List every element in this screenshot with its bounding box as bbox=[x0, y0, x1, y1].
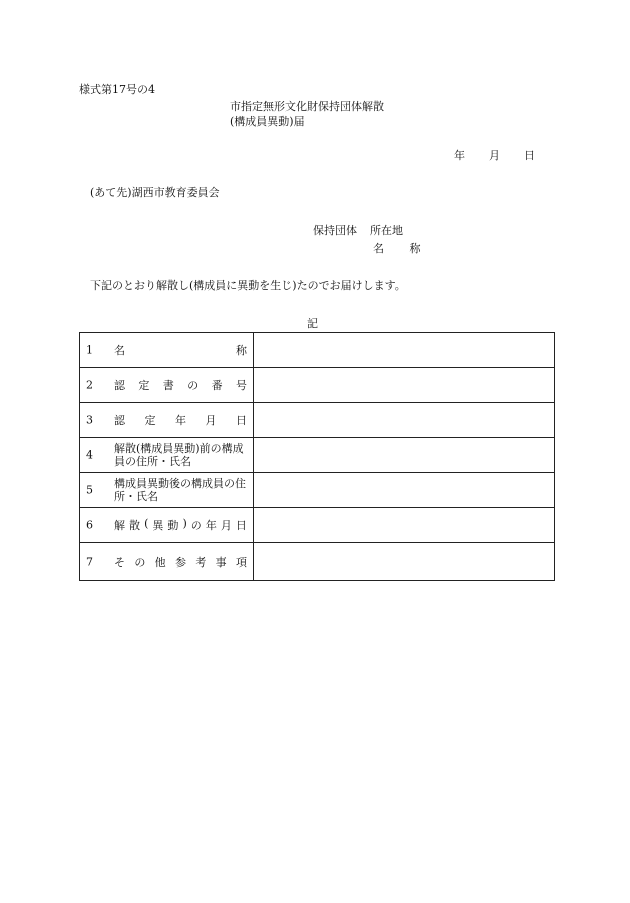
row-value-cell[interactable] bbox=[254, 473, 555, 508]
document-title-line2: (構成員異動)届 bbox=[230, 115, 305, 128]
row-label-char: ) bbox=[182, 517, 187, 530]
row-label bbox=[114, 554, 247, 570]
intro-text: 下記のとおり解散し(構成員に異動を生じ)たのでお届けします。 bbox=[90, 279, 406, 292]
row-label-char: 定 bbox=[144, 414, 156, 427]
row-label-char: 散 bbox=[129, 519, 141, 532]
table-row bbox=[80, 508, 555, 543]
table-row bbox=[80, 473, 555, 508]
row-value-cell[interactable] bbox=[254, 403, 555, 438]
row-label-char: 日 bbox=[235, 519, 247, 532]
row-label-char: ( bbox=[144, 517, 149, 530]
row-label-char: 認 bbox=[114, 379, 125, 392]
row-label-char: 番 bbox=[211, 379, 223, 392]
row-label-char: の bbox=[187, 379, 199, 392]
location-label: 所在地 bbox=[370, 224, 403, 237]
row-value-cell[interactable] bbox=[254, 368, 555, 403]
row-label: 解散(構成員異動)前の構成員の住所・氏名 bbox=[114, 442, 244, 468]
row-label-char: 号 bbox=[235, 379, 247, 392]
items-table bbox=[79, 332, 555, 581]
table-row bbox=[80, 403, 555, 438]
row-label-cell bbox=[80, 333, 254, 368]
row-label-char: 称 bbox=[236, 344, 247, 357]
form-number: 様式第17号の4 bbox=[79, 83, 155, 96]
row-label-char: 参 bbox=[174, 555, 186, 569]
row-value-cell[interactable] bbox=[254, 333, 555, 368]
row-number: 4 bbox=[86, 448, 93, 462]
row-value-cell[interactable] bbox=[254, 543, 555, 581]
row-label-char: 日 bbox=[236, 414, 247, 427]
row-label bbox=[114, 412, 247, 428]
row-label-cell bbox=[80, 403, 254, 438]
row-label-char: 名 bbox=[114, 344, 125, 357]
row-label-cell bbox=[80, 508, 254, 543]
row-label-cell bbox=[80, 368, 254, 403]
addressee: (あて先)湖西市教育委員会 bbox=[90, 186, 220, 199]
row-label-char: の bbox=[190, 519, 202, 532]
row-number: 5 bbox=[86, 483, 93, 497]
row-number: 1 bbox=[86, 343, 93, 357]
row-label-char: の bbox=[134, 555, 146, 569]
row-label-char: 他 bbox=[154, 555, 166, 569]
row-label-char: 異 bbox=[152, 519, 164, 532]
row-label-char: 年 bbox=[175, 414, 186, 427]
name-label: 名 称 bbox=[373, 242, 432, 255]
row-label-char: 考 bbox=[195, 555, 207, 569]
document-title-line1: 市指定無形文化財保持団体解散 bbox=[230, 100, 384, 113]
table-row bbox=[80, 368, 555, 403]
row-label bbox=[114, 517, 247, 533]
row-value-cell[interactable] bbox=[254, 438, 555, 473]
row-label bbox=[114, 377, 247, 393]
row-label-char: 書 bbox=[162, 379, 174, 392]
row-number: 3 bbox=[86, 413, 93, 427]
date-year-label: 年 bbox=[454, 149, 465, 162]
table-row bbox=[80, 333, 555, 368]
row-label-char: 認 bbox=[114, 414, 125, 427]
row-number: 7 bbox=[86, 555, 93, 568]
row-label-char: 月 bbox=[220, 519, 232, 532]
row-label-char: そ bbox=[114, 555, 125, 569]
row-number: 6 bbox=[86, 518, 93, 532]
row-number: 2 bbox=[86, 378, 93, 392]
row-label-cell bbox=[80, 438, 254, 473]
row-label-char: 項 bbox=[235, 555, 247, 569]
row-label-char: 年 bbox=[205, 519, 217, 532]
date-day-label: 日 bbox=[524, 149, 535, 162]
row-label-char: 事 bbox=[215, 555, 227, 569]
group-label: 保持団体 bbox=[313, 224, 357, 237]
date-month-label: 月 bbox=[489, 149, 500, 162]
row-label bbox=[114, 342, 247, 358]
row-label: 構成員異動後の構成員の住所・氏名 bbox=[114, 477, 246, 503]
row-label-cell bbox=[80, 543, 254, 581]
table-row bbox=[80, 543, 555, 581]
row-label-char: 月 bbox=[205, 414, 217, 427]
ki-heading: 記 bbox=[307, 317, 318, 330]
row-value-cell[interactable] bbox=[254, 508, 555, 543]
row-label-cell bbox=[80, 473, 254, 508]
table-row bbox=[80, 438, 555, 473]
row-label-char: 定 bbox=[138, 379, 150, 392]
row-label-char: 解 bbox=[114, 519, 125, 532]
row-label-char: 動 bbox=[167, 519, 179, 532]
